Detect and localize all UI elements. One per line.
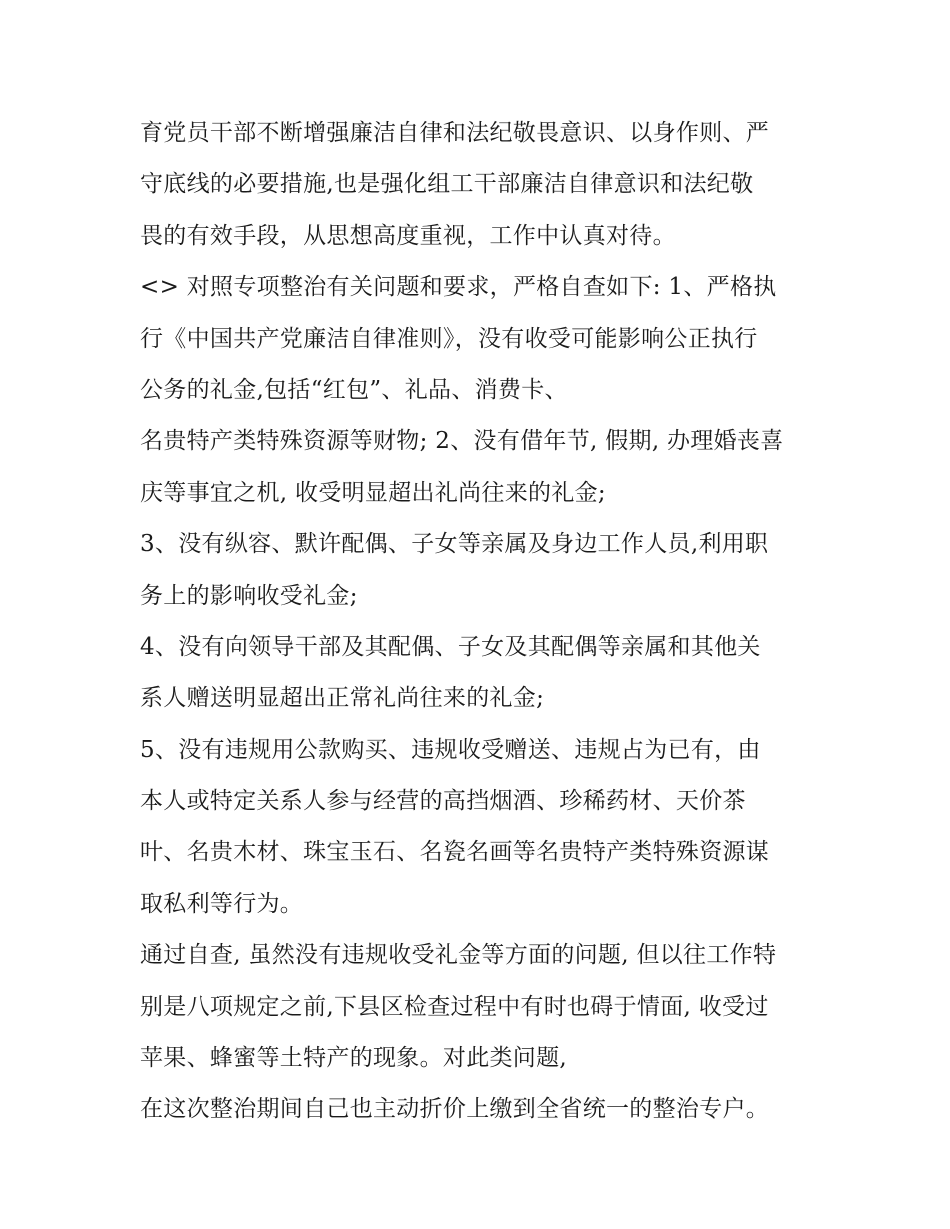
text-line: 畏的有效手段，从思想高度重视，工作中认真对待。 — [140, 222, 676, 249]
text-line: 务上的影响收受礼金; — [140, 582, 358, 609]
text-line: 通过自查, 虽然没有违规收受礼金等方面的问题, 但以往工作特 — [140, 942, 777, 969]
text-line: 3、没有纵容、默许配偶、子女等亲属及身边工作人员,利用职 — [140, 531, 769, 558]
text-line: 行《中国共产党廉洁自律准则》，没有收受可能影响公正执行 — [140, 325, 758, 352]
text-line: 取私利等行为。 — [140, 890, 304, 917]
text-line: 5、没有违规用公款购买、违规收受赠送、违规占为已有，由 — [140, 736, 761, 763]
text-line: 本人或特定关系人参与经营的高挡烟酒、珍稀药材、天价茶 — [140, 788, 746, 815]
text-line: 庆等事宜之机, 收受明显超出礼尚往来的礼金; — [140, 479, 606, 506]
text-line: <> 对照专项整治有关问题和要求，严格自查如下: 1、严格执 — [140, 274, 777, 301]
text-line: 别是八项规定之前,下县区检查过程中有时也碍于情面, 收受过 — [140, 993, 769, 1020]
text-line: 苹果、蜂蜜等土特产的现象。对此类问题, — [140, 1045, 568, 1072]
text-line: 系人赠送明显超出正常礼尚往来的礼金; — [140, 685, 545, 712]
text-line: 育党员干部不断增强廉洁自律和法纪敬畏意识、以身作则、严 — [140, 120, 770, 146]
text-line: 公务的礼金,包括“红包”、礼品、消费卡、 — [140, 376, 568, 403]
text-line: 叶、名贵木材、珠宝玉石、名瓷名画等名贵特产类特殊资源谋 — [140, 839, 770, 866]
text-line: 4、没有向领导干部及其配偶、子女及其配偶等亲属和其他关 — [140, 633, 761, 660]
text-line: 在这次整治期间自己也主动折价上缴到全省统一的整治专户。 — [140, 1096, 770, 1123]
text-line: 名贵特产类特殊资源等财物; 2、没有借年节, 假期, 办理婚丧喜 — [140, 428, 784, 455]
text-line: 守底线的必要措施,也是强化组工干部廉洁自律意识和法纪敬 — [140, 171, 754, 198]
document-body — [140, 108, 820, 1136]
